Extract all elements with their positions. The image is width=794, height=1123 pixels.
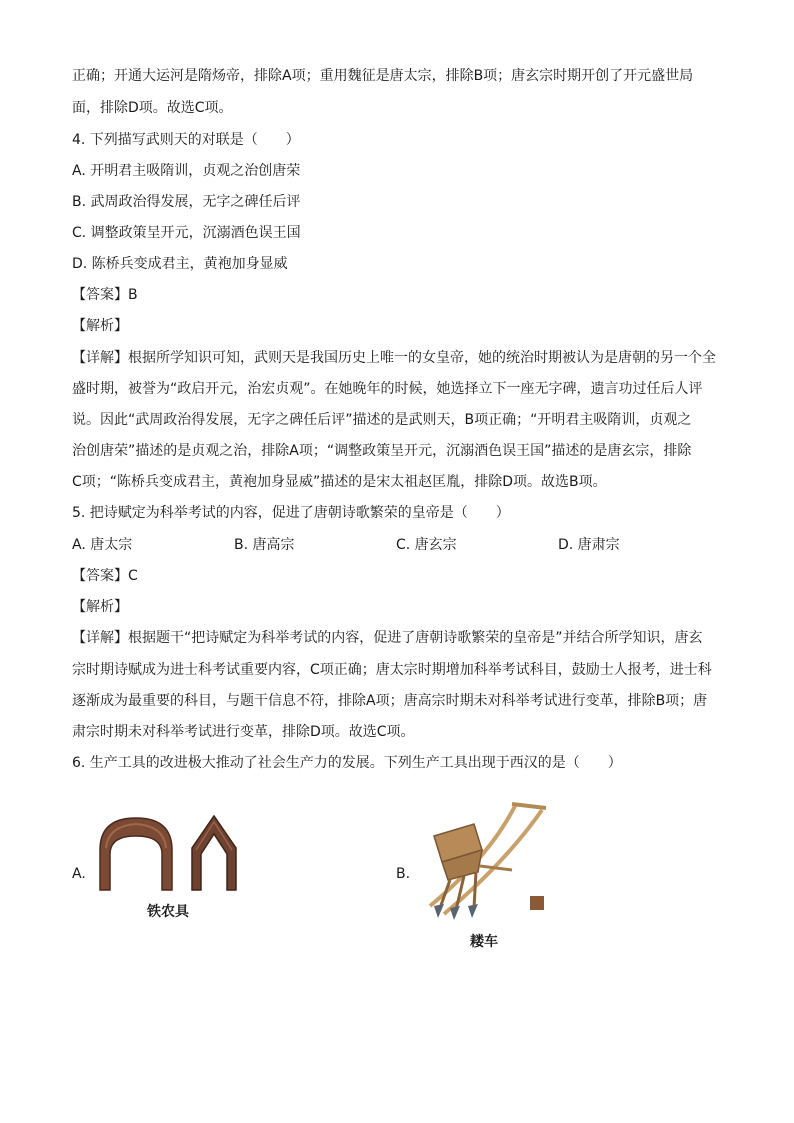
iron-farm-tools-image <box>96 812 250 900</box>
q5-option-c: C. 唐玄宗 <box>396 537 457 553</box>
q4-detail-line-5: C项；“陈桥兵变成君主，黄袍加身显威”描述的是宋太祖赵匡胤，排除D项。故选B项。 <box>72 474 607 490</box>
q5-detail-line-4: 肃宗时期未对科举考试进行变革，排除D项。故选C项。 <box>72 724 415 740</box>
q5-detail-line-2: 宗时期诗赋成为进士科考试重要内容，C项正确；唐太宗时期增加科举考试科目，鼓励士人报考，进士科 <box>72 662 712 678</box>
q4-option-b: B. 武周政治得发展，无字之碑任后评 <box>72 194 301 210</box>
q5-stem: 5. 把诗赋定为科举考试的内容，促进了唐朝诗歌繁荣的皇帝是（ ） <box>72 505 510 521</box>
q4-answer-value: B <box>128 287 138 303</box>
q4-answer-tag: 【答案】 <box>72 287 128 303</box>
q6-option-b-label: B. <box>396 866 411 882</box>
q4-option-c: C. 调整政策呈开元，沉溺酒色误王国 <box>72 225 301 241</box>
q6-option-a-label: A. <box>72 866 86 882</box>
q4-option-d: D. 陈桥兵变成君主，黄袍加身显威 <box>72 256 288 272</box>
q4-detail-line-4: 治创唐荣”描述的是贞观之治，排除A项；“调整政策呈开元，沉溺酒色误王国”描述的是唐玄宗，排除 <box>72 443 692 459</box>
q5-option-d: D. 唐肃宗 <box>558 537 620 553</box>
q5-option-b: B. 唐高宗 <box>234 537 295 553</box>
q4-analysis-tag: 【解析】 <box>72 318 128 334</box>
q4-stem: 4. 下列描写武则天的对联是（ ） <box>72 132 300 148</box>
q4-detail-line-1: 【详解】根据所学知识可知，武则天是我国历史上唯一的女皇帝，她的统治时期被认为是唐朝的另一个全 <box>72 350 716 366</box>
q5-option-a: A. 唐太宗 <box>72 537 133 553</box>
q5-detail-line-1: 【详解】根据题干“把诗赋定为科举考试的内容，促进了唐朝诗歌繁荣的皇帝是”并结合所学知识，唐玄 <box>72 630 703 646</box>
prev-analysis-line-1: 正确；开通大运河是隋炀帝，排除A项；重用魏征是唐太宗，排除B项；唐玄宗时期开创了开元盛世局 <box>72 68 694 84</box>
q6-option-a-caption: 铁农具 <box>147 904 189 920</box>
q5-answer-tag: 【答案】 <box>72 568 128 584</box>
prev-analysis-line-2: 面，排除D项。故选C项。 <box>72 100 233 116</box>
q6-option-b-caption: 耧车 <box>470 934 498 950</box>
q4-answer <box>72 285 732 305</box>
q6-stem: 6. 生产工具的改进极大推动了社会生产力的发展。下列生产工具出现于西汉的是（ ） <box>72 755 622 771</box>
q5-detail-line-3: 逐渐成为最重要的科目，与题干信息不符，排除A项；唐高宗时期未对科举考试进行变革，排除B项；唐 <box>72 693 708 709</box>
seed-drill-image <box>420 796 556 928</box>
q5-analysis-tag: 【解析】 <box>72 599 128 615</box>
q4-option-a: A. 开明君主吸隋训，贞观之治创唐荣 <box>72 163 301 179</box>
q5-answer <box>72 566 732 586</box>
q4-detail-line-2: 盛时期，被誉为“政启开元，治宏贞观”。在她晚年的时候，她选择立下一座无字碑，遗言功过任后人评 <box>72 381 703 397</box>
q4-detail-line-3: 说。因此“武周政治得发展，无字之碑任后评”描述的是武则天，B项正确；“开明君主吸隋训，贞观之 <box>72 412 692 428</box>
q5-answer-value: C <box>128 568 138 584</box>
